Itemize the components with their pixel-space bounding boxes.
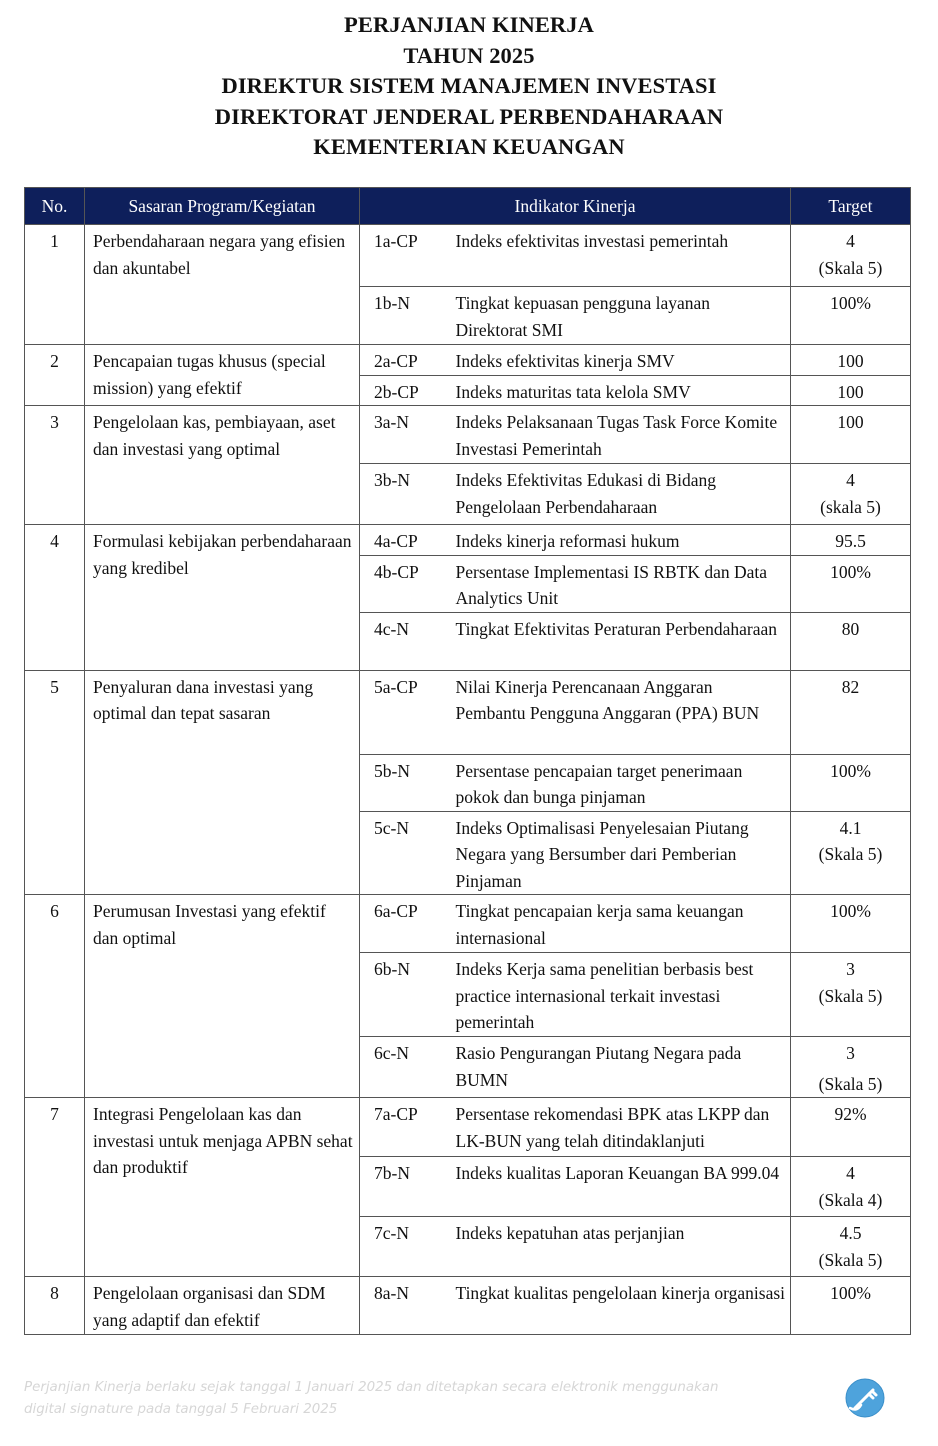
indicator-text: Indeks kepatuhan atas perjanjian (448, 1217, 791, 1277)
goal-sasaran: Pengelolaan kas, pembiayaan, aset dan investasi yang optimal (85, 406, 360, 525)
indicator-text: Tingkat kualitas pengelolaan kinerja organisasi (448, 1277, 791, 1335)
indicator-code: 5a-CP (360, 670, 448, 754)
target-value: 100% (830, 760, 871, 781)
target-cell (791, 464, 911, 525)
target-value: 100% (830, 293, 871, 313)
target-cell (791, 375, 911, 406)
indicator-text: Indeks efektivitas investasi pemerintah (448, 225, 791, 287)
target-cell (791, 612, 911, 670)
indicator-code: 2a-CP (360, 345, 448, 376)
target-cell (791, 406, 911, 464)
digital-signature-key-icon (845, 1378, 885, 1418)
indicator-text: Rasio Pengurangan Piutang Negara pada BUMN (448, 1037, 791, 1098)
indicator-text: Indeks kualitas Laporan Keuangan BA 999.04 (448, 1157, 791, 1217)
header-target: Target (791, 188, 911, 225)
target-cell (791, 345, 911, 376)
target-cell (791, 1037, 911, 1098)
target-cell (791, 1217, 911, 1277)
target-scale-note: (Skala 5) (818, 1073, 883, 1094)
target-cell (791, 670, 911, 754)
goal-number: 1 (25, 225, 85, 345)
table-row (25, 225, 911, 287)
target-value: 4 (846, 231, 855, 251)
indicator-text: Nilai Kinerja Perencanaan Anggaran Pembantu Pengguna Anggaran (PPA) BUN (448, 670, 791, 754)
target-value: 100% (830, 561, 871, 582)
indicator-code: 5b-N (360, 754, 448, 811)
target-cell (791, 225, 911, 287)
target-cell (791, 555, 911, 612)
indicator-text: Indeks maturitas tata kelola SMV (448, 375, 791, 406)
indicator-text: Indeks Pelaksanaan Tugas Task Force Komite Investasi Pemerintah (448, 406, 791, 464)
target-value: 3 (846, 1043, 855, 1063)
indicator-code: 7a-CP (360, 1098, 448, 1157)
target-scale-note: (Skala 5) (818, 1249, 883, 1270)
indicator-code: 3a-N (360, 406, 448, 464)
indicator-code: 6a-CP (360, 895, 448, 953)
performance-agreement-table (24, 187, 911, 1335)
target-value: 100 (837, 381, 864, 402)
indicator-text: Indeks Optimalisasi Penyelesaian Piutang Negara yang Bersumber dari Pemberian Pinjaman (448, 811, 791, 895)
table-row (25, 1098, 911, 1157)
goal-number: 5 (25, 670, 85, 895)
target-cell (791, 754, 911, 811)
goal-sasaran: Pengelolaan organisasi dan SDM yang adaptif dan efektif (85, 1277, 360, 1335)
indicator-text: Indeks Kerja sama penelitian berbasis best practice internasional terkait investasi pemerintah (448, 953, 791, 1037)
footer-note (24, 1377, 824, 1421)
target-scale-note: (Skala 5) (818, 985, 883, 1006)
target-value: 95.5 (835, 531, 866, 551)
title-line-3: DIREKTUR SISTEM MANAJEMEN INVESTASI (221, 73, 717, 98)
goal-sasaran: Perumusan Investasi yang efektif dan optimal (85, 895, 360, 1098)
target-value: 100 (837, 412, 864, 432)
indicator-text: Persentase Implementasi IS RBTK dan Data Analytics Unit (448, 555, 791, 612)
indicator-code: 1b-N (360, 287, 448, 345)
indicator-text: Indeks kinerja reformasi hukum (448, 525, 791, 556)
goal-sasaran: Pencapaian tugas khusus (special mission) yang efektif (85, 345, 360, 406)
goal-number: 3 (25, 406, 85, 525)
indicator-text: Tingkat pencapaian kerja sama keuangan internasional (448, 895, 791, 953)
indicator-text: Tingkat kepuasan pengguna layanan Direktorat SMI (448, 287, 791, 345)
indicator-text: Persentase pencapaian target penerimaan pokok dan bunga pinjaman (448, 754, 791, 811)
target-value: 100% (830, 1283, 871, 1303)
indicator-code: 7c-N (360, 1217, 448, 1277)
target-cell (791, 1277, 911, 1335)
indicator-code: 2b-CP (360, 375, 448, 406)
goal-number: 8 (25, 1277, 85, 1335)
target-cell (791, 895, 911, 953)
header-indikator: Indikator Kinerja (360, 188, 791, 225)
target-scale-note: (Skala 4) (818, 1189, 883, 1210)
indicator-code: 3b-N (360, 464, 448, 525)
goal-number: 2 (25, 345, 85, 406)
table-row (25, 895, 911, 953)
target-cell (791, 953, 911, 1037)
title-line-2: TAHUN 2025 (403, 42, 535, 68)
target-value: 82 (841, 676, 860, 697)
table-header-row (25, 188, 911, 225)
goal-sasaran: Formulasi kebijakan perbendaharaan yang kredibel (85, 525, 360, 671)
indicator-text: Tingkat Efektivitas Peraturan Perbendaharaan (448, 612, 791, 670)
target-scale-note: (Skala 5) (818, 844, 883, 864)
title-line-5: KEMENTERIAN KEUANGAN (313, 134, 625, 159)
header-no: No. (25, 188, 85, 225)
indicator-code: 8a-N (360, 1277, 448, 1335)
document-title (0, 10, 938, 163)
indicator-text: Indeks efektivitas kinerja SMV (448, 345, 791, 376)
target-value: 100 (837, 351, 864, 371)
table-row (25, 1277, 911, 1335)
table-row (25, 345, 911, 376)
table-row (25, 670, 911, 754)
target-cell (791, 1098, 911, 1157)
indicator-text: Indeks Efektivitas Edukasi di Bidang Pengelolaan Perbendaharaan (448, 464, 791, 525)
target-cell (791, 525, 911, 556)
indicator-code: 6c-N (360, 1037, 448, 1098)
table-body (25, 225, 911, 1335)
goal-sasaran: Integrasi Pengelolaan kas dan investasi untuk menjaga APBN sehat dan produktif (85, 1098, 360, 1277)
indicator-code: 4b-CP (360, 555, 448, 612)
indicator-code: 4a-CP (360, 525, 448, 556)
indicator-code: 6b-N (360, 953, 448, 1037)
goal-number: 4 (25, 525, 85, 671)
goal-number: 6 (25, 895, 85, 1098)
target-value: 80 (841, 618, 860, 639)
header-sasaran: Sasaran Program/Kegiatan (85, 188, 360, 225)
indicator-code: 1a-CP (360, 225, 448, 287)
target-value: 4.5 (839, 1223, 862, 1243)
target-value: 92% (834, 1104, 867, 1124)
target-scale-note: (skala 5) (820, 496, 881, 517)
target-value: 3 (846, 959, 855, 979)
title-line-1: PERJANJIAN KINERJA (344, 12, 594, 37)
table-row (25, 525, 911, 556)
goal-sasaran: Penyaluran dana investasi yang optimal dan tepat sasaran (85, 670, 360, 895)
target-cell (791, 1157, 911, 1217)
title-line-4: DIREKTORAT JENDERAL PERBENDAHARAAN (214, 103, 724, 129)
target-cell (791, 811, 911, 895)
target-value: 4.1 (839, 817, 862, 838)
footer-line-2: digital signature pada tanggal 5 Februari 2025 (24, 1402, 338, 1417)
goal-number: 7 (25, 1098, 85, 1277)
indicator-code: 4c-N (360, 612, 448, 670)
table-row (25, 406, 911, 464)
target-value: 4 (846, 1163, 855, 1183)
target-cell (791, 287, 911, 345)
indicator-code: 7b-N (360, 1157, 448, 1217)
target-scale-note: (Skala 5) (818, 257, 883, 278)
indicator-text: Persentase rekomendasi BPK atas LKPP dan LK-BUN yang telah ditindaklanjuti (448, 1098, 791, 1157)
target-value: 4 (846, 470, 855, 490)
goal-sasaran: Perbendaharaan negara yang efisien dan akuntabel (85, 225, 360, 345)
footer-line-1: Perjanjian Kinerja berlaku sejak tanggal 1 Januari 2025 dan ditetapkan secara elektronik menggunakan (24, 1380, 719, 1395)
indicator-code: 5c-N (360, 811, 448, 895)
target-value: 100% (830, 901, 871, 921)
